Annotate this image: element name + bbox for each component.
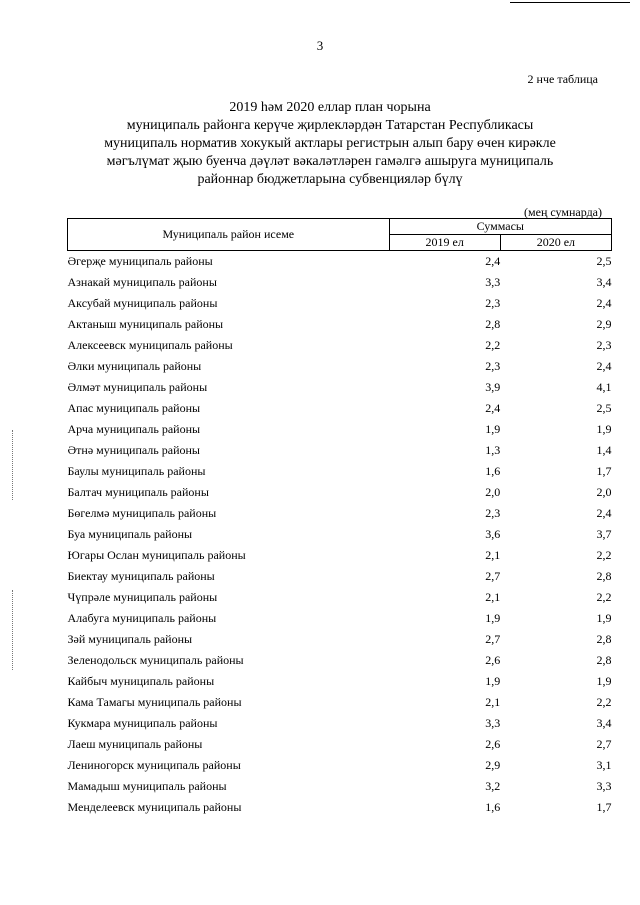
title-line: муниципаль норматив хокукый актлары регистрын алып бару өчен кирәкле <box>104 136 556 151</box>
value-2019-cell: 2,3 <box>485 296 501 310</box>
district-name-cell: Чүпрәле муниципаль районы <box>67 590 218 604</box>
district-name-cell: Алексеевск муниципаль районы <box>67 338 233 352</box>
value-2019-cell: 2,0 <box>485 485 501 499</box>
value-2020-cell: 1,9 <box>596 422 612 436</box>
district-name-cell: Әлки муниципаль районы <box>67 359 202 373</box>
table-row <box>68 314 612 335</box>
table-row <box>68 503 612 524</box>
district-name-cell: Югары Ослан муниципаль районы <box>67 548 246 562</box>
value-2020-cell: 2,8 <box>596 632 612 646</box>
value-2020-cell: 2,2 <box>596 590 612 604</box>
table-row <box>68 671 612 692</box>
value-2019-cell: 2,3 <box>485 359 501 373</box>
table-row <box>68 398 612 419</box>
district-name-cell: Арча муниципаль районы <box>67 422 201 436</box>
value-2020-cell: 2,8 <box>596 569 612 583</box>
district-name-cell: Актаныш муниципаль районы <box>67 317 224 331</box>
value-2020-cell: 1,7 <box>596 464 612 478</box>
table-row <box>68 566 612 587</box>
page-number: 3 <box>316 38 324 53</box>
district-name-cell: Зәй муниципаль районы <box>67 632 193 646</box>
table-row <box>68 776 612 797</box>
value-2019-cell: 2,1 <box>485 590 501 604</box>
table-row <box>68 251 612 273</box>
table-row <box>68 713 612 734</box>
table-row <box>68 293 612 314</box>
value-2019-cell: 2,7 <box>485 569 501 583</box>
top-rule <box>510 2 630 3</box>
value-2019-cell: 3,6 <box>485 527 501 541</box>
district-name-cell: Азнакай муниципаль районы <box>67 275 217 289</box>
document-title <box>60 99 600 189</box>
value-2019-cell: 1,3 <box>485 443 501 457</box>
value-2020-cell: 1,9 <box>596 674 612 688</box>
value-2020-cell: 2,8 <box>596 653 612 667</box>
title-line: 2019 һәм 2020 еллар план чорына <box>229 100 431 115</box>
value-2019-cell: 3,9 <box>485 380 501 394</box>
value-2020-cell: 3,4 <box>596 275 612 289</box>
value-2020-cell: 2,3 <box>596 338 612 352</box>
table-row <box>68 797 612 818</box>
table-row <box>68 545 612 566</box>
district-name-cell: Балтач муниципаль районы <box>67 485 209 499</box>
district-name-cell: Алабуга муниципаль районы <box>67 611 217 625</box>
district-name-cell: Апас муниципаль районы <box>67 401 201 415</box>
header-sums: Суммасы <box>389 219 611 235</box>
value-2019-cell: 2,6 <box>485 653 501 667</box>
table-row <box>68 755 612 776</box>
value-2019-cell: 2,1 <box>485 548 501 562</box>
value-2019-cell: 1,9 <box>485 422 501 436</box>
value-2019-cell: 3,2 <box>485 779 501 793</box>
value-2019-cell: 2,2 <box>485 338 501 352</box>
table-label: 2 нче таблица <box>527 72 598 86</box>
table-row <box>68 419 612 440</box>
table-row <box>68 587 612 608</box>
district-name-cell: Зеленодольск муниципаль районы <box>67 653 244 667</box>
district-name-cell: Лениногорск муниципаль районы <box>67 758 241 772</box>
value-2019-cell: 2,4 <box>485 401 501 415</box>
table-row <box>68 377 612 398</box>
district-name-cell: Баулы муниципаль районы <box>67 464 206 478</box>
district-name-cell: Биектау муниципаль районы <box>67 569 215 583</box>
units-note: (мең сумнарда) <box>524 205 602 219</box>
value-2020-cell: 2,9 <box>596 317 612 331</box>
table-row <box>68 629 612 650</box>
value-2020-cell: 2,2 <box>596 695 612 709</box>
header-year-2020: 2020 ел <box>500 235 611 251</box>
value-2019-cell: 3,3 <box>485 716 501 730</box>
value-2019-cell: 2,1 <box>485 695 501 709</box>
subvention-table <box>67 218 612 818</box>
table-row <box>68 734 612 755</box>
table-row <box>68 524 612 545</box>
value-2020-cell: 2,4 <box>596 506 612 520</box>
value-2020-cell: 3,7 <box>596 527 612 541</box>
value-2019-cell: 3,3 <box>485 275 501 289</box>
value-2019-cell: 2,7 <box>485 632 501 646</box>
value-2020-cell: 2,4 <box>596 296 612 310</box>
title-line: мәгълүмат җыю буенча дәүләт вәкаләтләрен гамәлгә ашыруга муниципаль <box>106 154 554 169</box>
value-2020-cell: 2,5 <box>596 401 612 415</box>
table-row <box>68 692 612 713</box>
margin-mark <box>12 430 13 500</box>
value-2020-cell: 4,1 <box>596 380 612 394</box>
table-row <box>68 335 612 356</box>
value-2020-cell: 2,7 <box>596 737 612 751</box>
value-2019-cell: 2,8 <box>485 317 501 331</box>
header-district-name: Муниципаль район исеме <box>68 219 390 251</box>
value-2020-cell: 3,4 <box>596 716 612 730</box>
value-2019-cell: 2,6 <box>485 737 501 751</box>
table-row <box>68 272 612 293</box>
value-2020-cell: 2,4 <box>596 359 612 373</box>
district-name-cell: Әлмәт муниципаль районы <box>67 380 208 394</box>
value-2019-cell: 1,9 <box>485 674 501 688</box>
district-name-cell: Менделеевск муниципаль районы <box>67 800 242 814</box>
table-row <box>68 482 612 503</box>
margin-mark <box>12 590 13 670</box>
value-2020-cell: 2,2 <box>596 548 612 562</box>
value-2019-cell: 1,6 <box>485 464 501 478</box>
value-2019-cell: 2,4 <box>485 254 501 268</box>
district-name-cell: Әгерҗе муниципаль районы <box>67 254 213 268</box>
district-name-cell: Аксубай муниципаль районы <box>67 296 218 310</box>
value-2020-cell: 1,9 <box>596 611 612 625</box>
title-line: районнар бюджетларына субвенцияләр бүлү <box>197 172 463 187</box>
table-body <box>68 251 612 819</box>
table-row <box>68 440 612 461</box>
value-2019-cell: 2,9 <box>485 758 501 772</box>
district-name-cell: Кама Тамагы муниципаль районы <box>67 695 242 709</box>
table-row <box>68 608 612 629</box>
value-2019-cell: 1,6 <box>485 800 501 814</box>
table-row <box>68 356 612 377</box>
value-2020-cell: 2,5 <box>596 254 612 268</box>
header-year-2019: 2019 ел <box>389 235 500 251</box>
value-2020-cell: 3,3 <box>596 779 612 793</box>
district-name-cell: Әтнә муниципаль районы <box>67 443 200 457</box>
district-name-cell: Буа муниципаль районы <box>67 527 193 541</box>
value-2020-cell: 1,7 <box>596 800 612 814</box>
district-name-cell: Лаеш муниципаль районы <box>67 737 203 751</box>
table-row <box>68 461 612 482</box>
district-name-cell: Бөгелмә муниципаль районы <box>67 506 217 520</box>
value-2020-cell: 1,4 <box>596 443 612 457</box>
value-2020-cell: 2,0 <box>596 485 612 499</box>
district-name-cell: Кайбыч муниципаль районы <box>67 674 215 688</box>
district-name-cell: Кукмара муниципаль районы <box>67 716 218 730</box>
table-row <box>68 650 612 671</box>
title-line: муниципаль районга керүче җирлекләрдән Татарстан Республикасы <box>126 118 534 133</box>
value-2020-cell: 3,1 <box>596 758 612 772</box>
value-2019-cell: 2,3 <box>485 506 501 520</box>
district-name-cell: Мамадыш муниципаль районы <box>67 779 227 793</box>
value-2019-cell: 1,9 <box>485 611 501 625</box>
